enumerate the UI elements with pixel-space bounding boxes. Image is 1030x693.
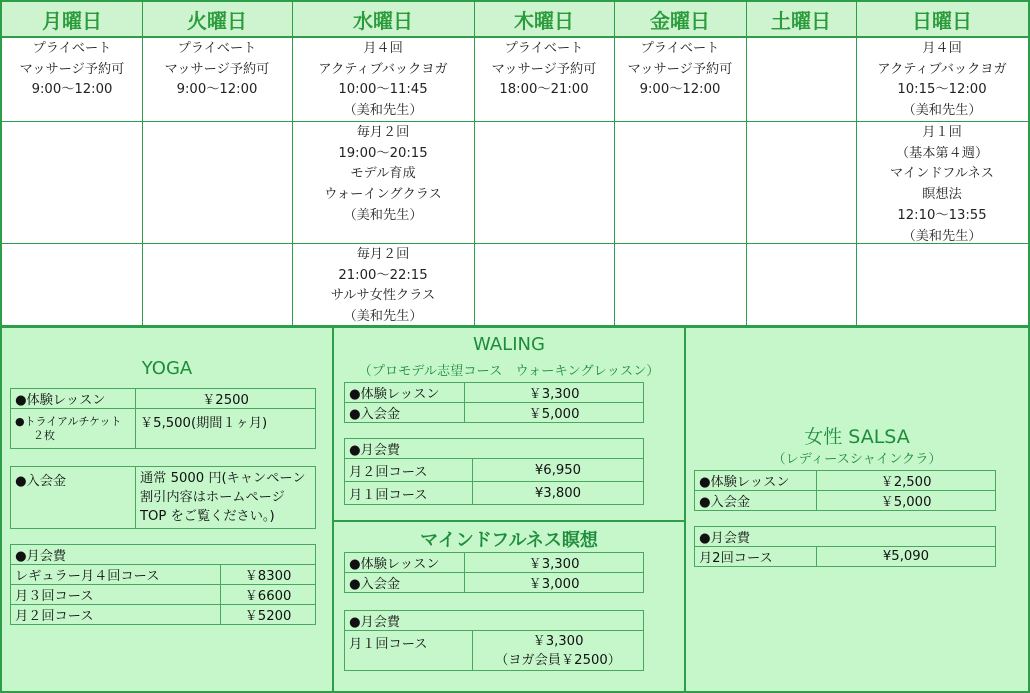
- yoga-course-name: 月２回コース: [11, 605, 221, 625]
- yoga-trial-price: ￥2500: [136, 389, 316, 409]
- schedule-cell-mon-1: プライベート マッサージ予約可 9:00～12:00: [19, 41, 125, 98]
- waling-course-price: ¥3,800: [473, 482, 644, 505]
- yoga-trial-label: ●体験レッスン: [11, 389, 136, 409]
- schedule-cell-sun-2: 月１回 （基本第４週） マインドフルネス 瞑想法 12:10～13:55 （美和先生）: [890, 125, 994, 244]
- mindfulness-fee-table: [344, 552, 644, 593]
- yoga-panel: [0, 326, 334, 693]
- schedule-cell-fri-1: プライベート マッサージ予約可 9:00～12:00: [627, 41, 733, 98]
- yoga-admission-table: [10, 466, 316, 529]
- mindfulness-panel: [332, 520, 686, 693]
- day-header-wednesday: 水曜日: [353, 9, 413, 33]
- waling-fee-table: [344, 382, 644, 423]
- salsa-admission-label: ●入会金: [695, 491, 817, 511]
- weekly-schedule: [0, 0, 1030, 327]
- yoga-course-name: レギュラー月４回コース: [11, 565, 221, 585]
- day-header-monday: 月曜日: [42, 9, 102, 33]
- waling-course-name: 月１回コース: [345, 482, 473, 505]
- salsa-course-price: ¥5,090: [817, 547, 996, 567]
- mindfulness-monthly-table: [344, 610, 644, 671]
- mindfulness-trial-price: ￥3,300: [465, 553, 644, 573]
- schedule-cell-wed-2: 毎月２回 19:00～20:15 モデル育成 ウォーイングクラス （美和先生）: [324, 125, 442, 223]
- day-header-tuesday: 火曜日: [187, 9, 247, 33]
- waling-monthly-header: ●月会費: [345, 439, 644, 459]
- mindfulness-course-note: （ヨガ会員￥2500）: [495, 652, 621, 668]
- salsa-subtitle: （レディースシャインクラ）: [772, 452, 942, 467]
- mindfulness-monthly-header: ●月会費: [345, 611, 644, 631]
- salsa-panel: [684, 326, 1030, 693]
- waling-admission-price: ￥5,000: [465, 403, 644, 423]
- waling-course-price: ¥6,950: [473, 459, 644, 482]
- yoga-course-name: 月３回コース: [11, 585, 221, 605]
- yoga-ticket-label: ●トライアルチケット: [15, 414, 122, 428]
- table-row: [345, 631, 644, 671]
- day-header-saturday: 土曜日: [771, 9, 831, 33]
- waling-admission-label: ●入会金: [345, 403, 465, 423]
- day-header-friday: 金曜日: [650, 9, 710, 33]
- mindfulness-admission-price: ￥3,000: [465, 573, 644, 593]
- yoga-monthly-header: ●月会費: [11, 545, 316, 565]
- waling-monthly-table: [344, 438, 644, 505]
- salsa-monthly-header: ●月会費: [695, 527, 996, 547]
- yoga-ticket-sub: ２枚: [33, 428, 55, 442]
- salsa-trial-price: ￥2,500: [817, 471, 996, 491]
- day-header-sunday: 日曜日: [912, 9, 972, 33]
- yoga-ticket-price: ￥5,500(期間１ヶ月): [136, 409, 316, 449]
- schedule-cell-sun-1: 月４回 アクティブバックヨガ 10:15～12:00 （美和先生）: [877, 41, 1007, 119]
- table-row: [11, 605, 316, 625]
- mindfulness-course-price: ￥3,300: [532, 633, 584, 649]
- salsa-monthly-table: [694, 526, 996, 567]
- waling-subtitle: （プロモデル志望コース ウォーキングレッスン）: [358, 364, 660, 379]
- table-row: [11, 585, 316, 605]
- yoga-trial-table: [10, 388, 316, 449]
- salsa-admission-price: ￥5,000: [817, 491, 996, 511]
- waling-course-name: 月２回コース: [345, 459, 473, 482]
- mindfulness-admission-label: ●入会金: [345, 573, 465, 593]
- schedule-cell-wed-3: 毎月２回 21:00～22:15 サルサ女性クラス （美和先生）: [330, 247, 436, 325]
- yoga-monthly-table: [10, 544, 316, 625]
- schedule-cell-tue-1: プライベート マッサージ予約可 9:00～12:00: [164, 41, 270, 98]
- salsa-trial-label: ●体験レッスン: [695, 471, 817, 491]
- schedule-cell-wed-1: 月４回 アクティブバックヨガ 10:00～11:45 （美和先生）: [318, 41, 448, 119]
- day-header-thursday: 木曜日: [514, 9, 574, 33]
- yoga-admission-note: 通常 5000 円(キャンペーン割引内容はホームページ TOP をご覧ください。): [136, 467, 316, 529]
- yoga-course-price: ￥6600: [221, 585, 316, 605]
- waling-title: WALING: [473, 334, 545, 355]
- table-row: [11, 565, 316, 585]
- yoga-course-price: ￥5200: [221, 605, 316, 625]
- yoga-admission-label: ●入会金: [11, 467, 136, 529]
- table-row: [345, 482, 644, 505]
- salsa-course-name: 月2回コース: [695, 547, 817, 567]
- table-row: [695, 547, 996, 567]
- salsa-fee-table: [694, 470, 996, 511]
- salsa-title: 女性 SALSA: [804, 426, 910, 448]
- waling-trial-label: ●体験レッスン: [345, 383, 465, 403]
- schedule-cell-thu-1: プライベート マッサージ予約可 18:00～21:00: [491, 41, 597, 98]
- mindfulness-course-name: 月１回コース: [345, 631, 473, 671]
- waling-panel: [332, 326, 686, 522]
- waling-trial-price: ￥3,300: [465, 383, 644, 403]
- mindfulness-title: マインドフルネス瞑想: [420, 530, 598, 551]
- yoga-course-price: ￥8300: [221, 565, 316, 585]
- mindfulness-trial-label: ●体験レッスン: [345, 553, 465, 573]
- yoga-title: YOGA: [141, 358, 193, 379]
- table-row: [345, 459, 644, 482]
